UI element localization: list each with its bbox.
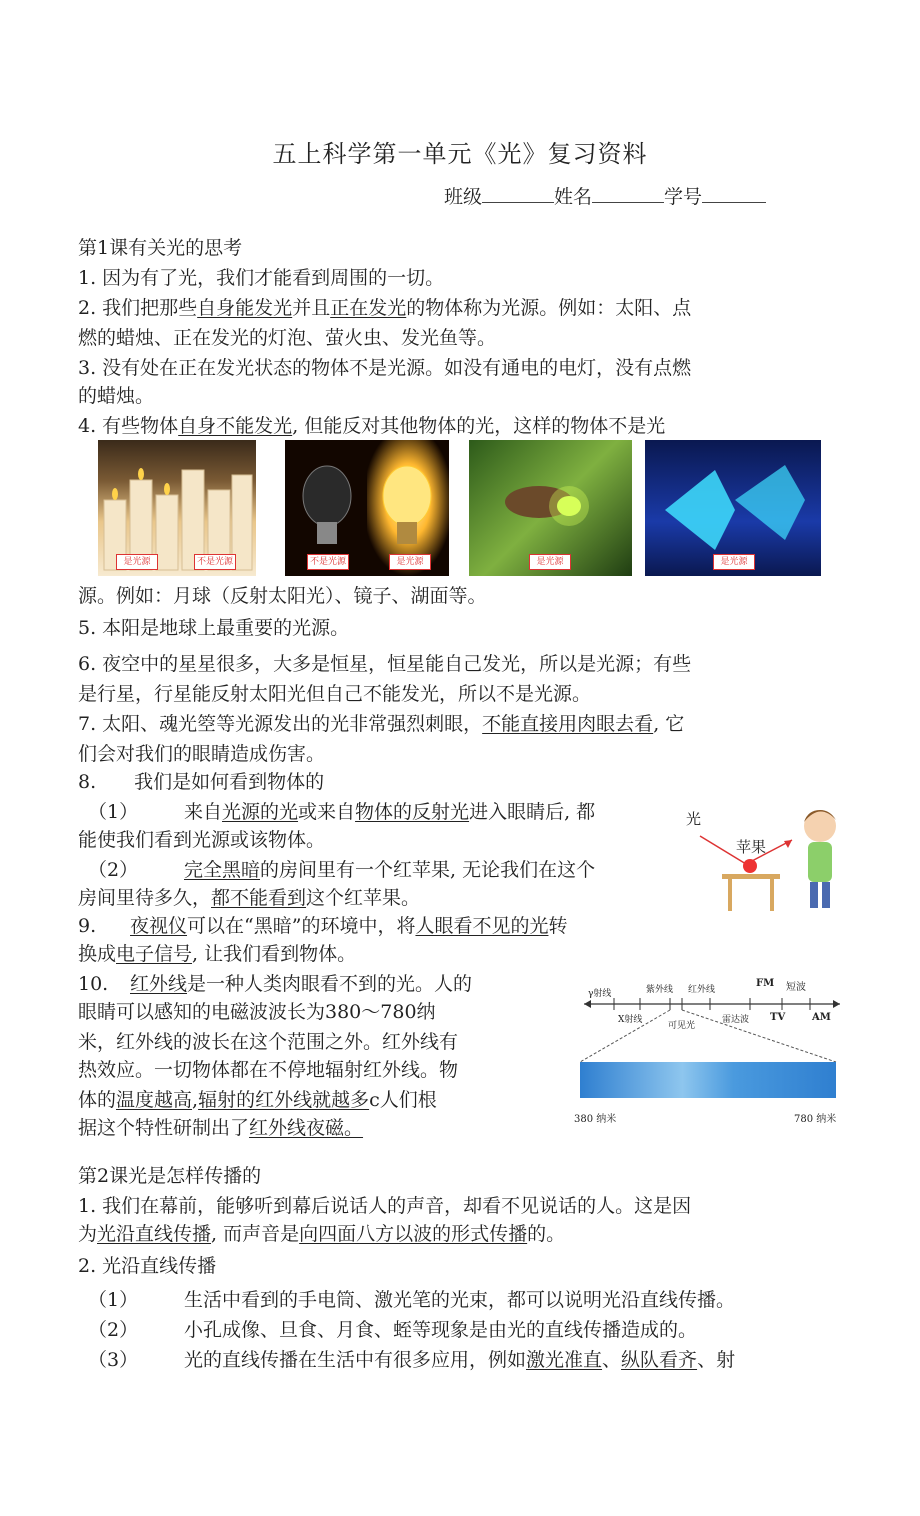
lesson1-item4: 4. 有些物体自身不能发光, 但能反对其他物体的光，这样的物体不是光 (78, 415, 666, 437)
lesson1-heading: 第1课有关光的思考 (78, 237, 243, 259)
lesson1-item10-line6: 据这个特性研制出了红外线夜磁。 (78, 1117, 364, 1139)
spectrum-diagram (570, 976, 846, 1126)
photo-tag: 是光源 (529, 554, 571, 570)
lesson1-item9-cont: 换成电子信号, 让我们看到物体。 (78, 943, 357, 965)
lesson1-item4-cont: 源。例如：月球（反射太阳光）、镜子、湖面等。 (78, 585, 487, 607)
lesson2-item1-cont: 为光沿直线传播, 而声音是向四面八方以波的形式传播的。 (78, 1223, 566, 1245)
student-info-fields (444, 184, 766, 209)
lesson1-item2-cont: 燃的蜡烛、正在发光的灯泡、萤火虫、发光鱼等。 (78, 327, 497, 349)
photo-tag: 是光源 (713, 554, 755, 570)
bulbs-photo (285, 440, 449, 576)
ultraviolet-label: 紫外线 (646, 985, 674, 995)
lesson1-item3-cont: 的蜡烛。 (78, 385, 155, 407)
id-blank[interactable] (702, 184, 766, 203)
apple-light-figure (680, 796, 850, 920)
lesson1-item6: 6. 夜空中的星星很多，大多是恒星，恒星能自己发光，所以是光源；有些 (78, 653, 692, 675)
lesson1-item6-cont: 是行星，行星能反射太阳光但自己不能发光，所以不是光源。 (78, 683, 592, 705)
lesson1-item8-2: （2） 完全黑暗的房间里有一个红苹果, 无论我们在这个 (88, 859, 596, 881)
light-label: 光 (686, 810, 702, 828)
lesson1-item10-line4: 热效应。一切物体都在不停地辐射红外线。物 (78, 1059, 459, 1081)
visible-light-label: 可见光 (668, 1021, 696, 1031)
am-label: AM (812, 1012, 831, 1023)
lesson1-item10-line2: 眼睛可以感知的电磁波波长为380〜780纳 (78, 1001, 436, 1023)
gamma-ray-label: γ射线 (588, 989, 612, 999)
apple-label: 苹果 (736, 838, 767, 856)
lesson1-item2: 2. 我们把那些自身能发光并且正在发光的物体称为光源。例如：太阳、点 (78, 297, 692, 319)
lesson1-item10-line3: 米，红外线的波长在这个范围之外。红外线有 (78, 1031, 459, 1053)
photo-tag: 不是光源 (307, 554, 349, 570)
lesson1-item8-2-cont: 房间里待多久，都不能看到这个红苹果。 (78, 887, 421, 909)
class-label: 班级 (444, 186, 483, 208)
wavelength-780-label: 780 纳米 (794, 1114, 837, 1125)
infrared-label: 红外线 (688, 985, 716, 995)
lesson1-item8-1-cont: 能使我们看到光源或该物体。 (78, 829, 326, 851)
photo-tag: 是光源 (389, 554, 431, 570)
name-blank[interactable] (592, 184, 664, 203)
lesson2-point2: （2） 小孔成像、旦食、月食、蛭等现象是由光的直线传播造成的。 (88, 1319, 698, 1341)
name-label: 姓名 (554, 186, 593, 208)
lesson2-item1: 1. 我们在幕前，能够听到幕后说话人的声音，却看不见说话的人。这是因 (78, 1195, 692, 1217)
class-blank[interactable] (482, 184, 554, 203)
x-ray-label: X射线 (618, 1015, 643, 1025)
photo-tag: 是光源 (116, 554, 158, 570)
tv-label: TV (770, 1012, 786, 1023)
lesson1-item8-1: （1） 来自光源的光或来自物体的反射光进入眼睛后, 都 (88, 801, 596, 823)
id-label: 学号 (664, 186, 703, 208)
lesson1-item10-line5: 体的温度越高,辐射的红外线就越多c人们根 (78, 1089, 437, 1111)
lesson1-item7: 7. 太阳、魂光箜等光源发出的光非常强烈刺眼，不能直接用肉眼去看, 它 (78, 713, 685, 735)
spectrum-figure (570, 976, 846, 1126)
lesson2-heading: 第2课光是怎样传播的 (78, 1165, 262, 1187)
lesson2-point1: （1） 生活中看到的手电筒、激光笔的光束，都可以说明光沿直线传播。 (88, 1289, 736, 1311)
candles-photo (98, 440, 256, 576)
fm-label: FM (756, 978, 775, 989)
lesson2-point3: （3） 光的直线传播在生活中有很多应用，例如激光准直、纵队看齐、射 (88, 1349, 736, 1371)
glowing-fish-photo (645, 440, 821, 576)
lesson1-item7-cont: 们会对我们的眼睛造成伤害。 (78, 743, 326, 765)
lesson1-item8: 8. 我们是如何看到物体的 (78, 771, 325, 793)
lesson1-item10: 10. 红外线是一种人类肉眼看不到的光。人的 (78, 973, 473, 995)
firefly-photo (469, 440, 632, 576)
lesson1-item1: 1. 因为有了光，我们才能看到周围的一切。 (78, 267, 445, 289)
page-title: 五上科学第一单元《光》复习资料 (272, 140, 648, 168)
apple-light-diagram (680, 796, 850, 920)
lesson1-item5: 5. 本阳是地球上最重要的光源。 (78, 617, 350, 639)
radar-label: 雷达波 (722, 1015, 750, 1025)
wavelength-380-label: 380 纳米 (574, 1114, 617, 1125)
shortwave-label: 短波 (786, 982, 806, 993)
lesson1-item3: 3. 没有处在正在发光状态的物体不是光源。如没有通电的电灯，没有点燃 (78, 357, 692, 379)
lesson2-item2: 2. 光沿直线传播 (78, 1255, 217, 1277)
lesson1-item9: 9. 夜视仪可以在“黑暗”的环境中，将人眼看不见的光转 (78, 915, 568, 937)
photo-tag: 不是光源 (194, 554, 236, 570)
